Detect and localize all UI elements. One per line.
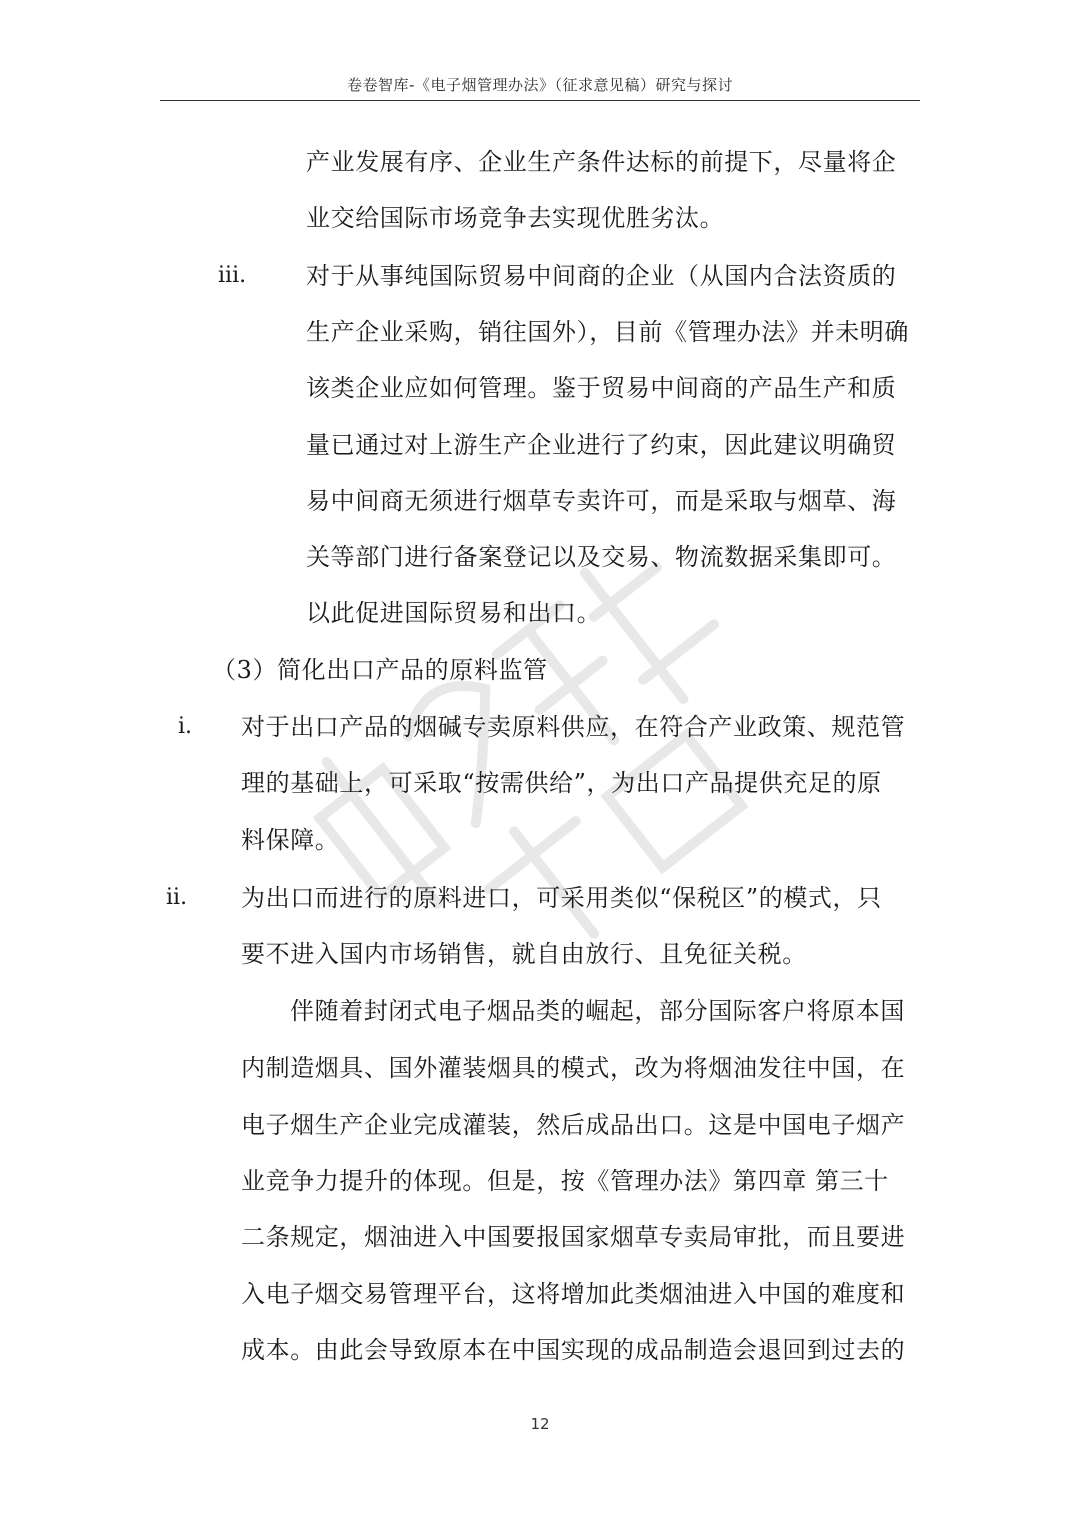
text-line: 生产企业采购，销往国外），目前《管理办法》并未明确 (306, 318, 909, 346)
text-line: 以此促进国际贸易和出口。 (306, 599, 602, 627)
text-line: 业竞争力提升的体现。但是，按《管理办法》第四章 第三十 (241, 1167, 889, 1195)
page-number: 12 (530, 1415, 550, 1433)
text-line: 对于出口产品的烟碱专卖原料供应，在符合产业政策、规范管 (241, 713, 906, 741)
header-divider (160, 100, 920, 101)
list-marker-ii: ii. (166, 885, 188, 910)
section-heading: （3）简化出口产品的原料监管 (212, 656, 548, 684)
text-line: 产业发展有序、企业生产条件达标的前提下，尽量将企 (306, 148, 897, 176)
text-line: 业交给国际市场竞争去实现优胜劣汰。 (306, 204, 725, 232)
text-line: 二条规定，烟油进入中国要报国家烟草专卖局审批，而且要进 (241, 1223, 906, 1251)
text-line: 成本。由此会导致原本在中国实现的成品制造会退回到过去的 (241, 1336, 906, 1364)
list-marker-iii: iii. (218, 263, 247, 288)
text-line: 理的基础上，可采取“按需供给”，为出口产品提供充足的原 (241, 769, 882, 797)
text-line: 入电子烟交易管理平台，这将增加此类烟油进入中国的难度和 (241, 1280, 906, 1308)
text-line: 易中间商无须进行烟草专卖许可，而是采取与烟草、海 (306, 487, 897, 515)
text-line: 内制造烟具、国外灌装烟具的模式，改为将烟油发往中国，在 (241, 1054, 906, 1082)
text-line: 料保障。 (241, 826, 340, 854)
text-line: 关等部门进行备案登记以及交易、物流数据采集即可。 (306, 543, 897, 571)
text-line: 伴随着封闭式电子烟品类的崛起，部分国际客户将原本国 (290, 997, 905, 1025)
text-line: 为出口而进行的原料进口，可采用类似“保税区”的模式，只 (241, 884, 882, 912)
text-line: 对于从事纯国际贸易中间商的企业（从国内合法资质的 (306, 262, 897, 290)
page-header-title: 卷卷智库-《电子烟管理办法》（征求意见稿）研究与探讨 (347, 76, 733, 94)
text-line: 该类企业应如何管理。鉴于贸易中间商的产品生产和质 (306, 374, 897, 402)
text-line: 量已通过对上游生产企业进行了约束，因此建议明确贸 (306, 431, 897, 459)
text-line: 要不进入国内市场销售，就自由放行、且免征关税。 (241, 940, 807, 968)
list-marker-i: i. (178, 714, 193, 739)
text-line: 电子烟生产企业完成灌装，然后成品出口。这是中国电子烟产 (241, 1111, 906, 1139)
